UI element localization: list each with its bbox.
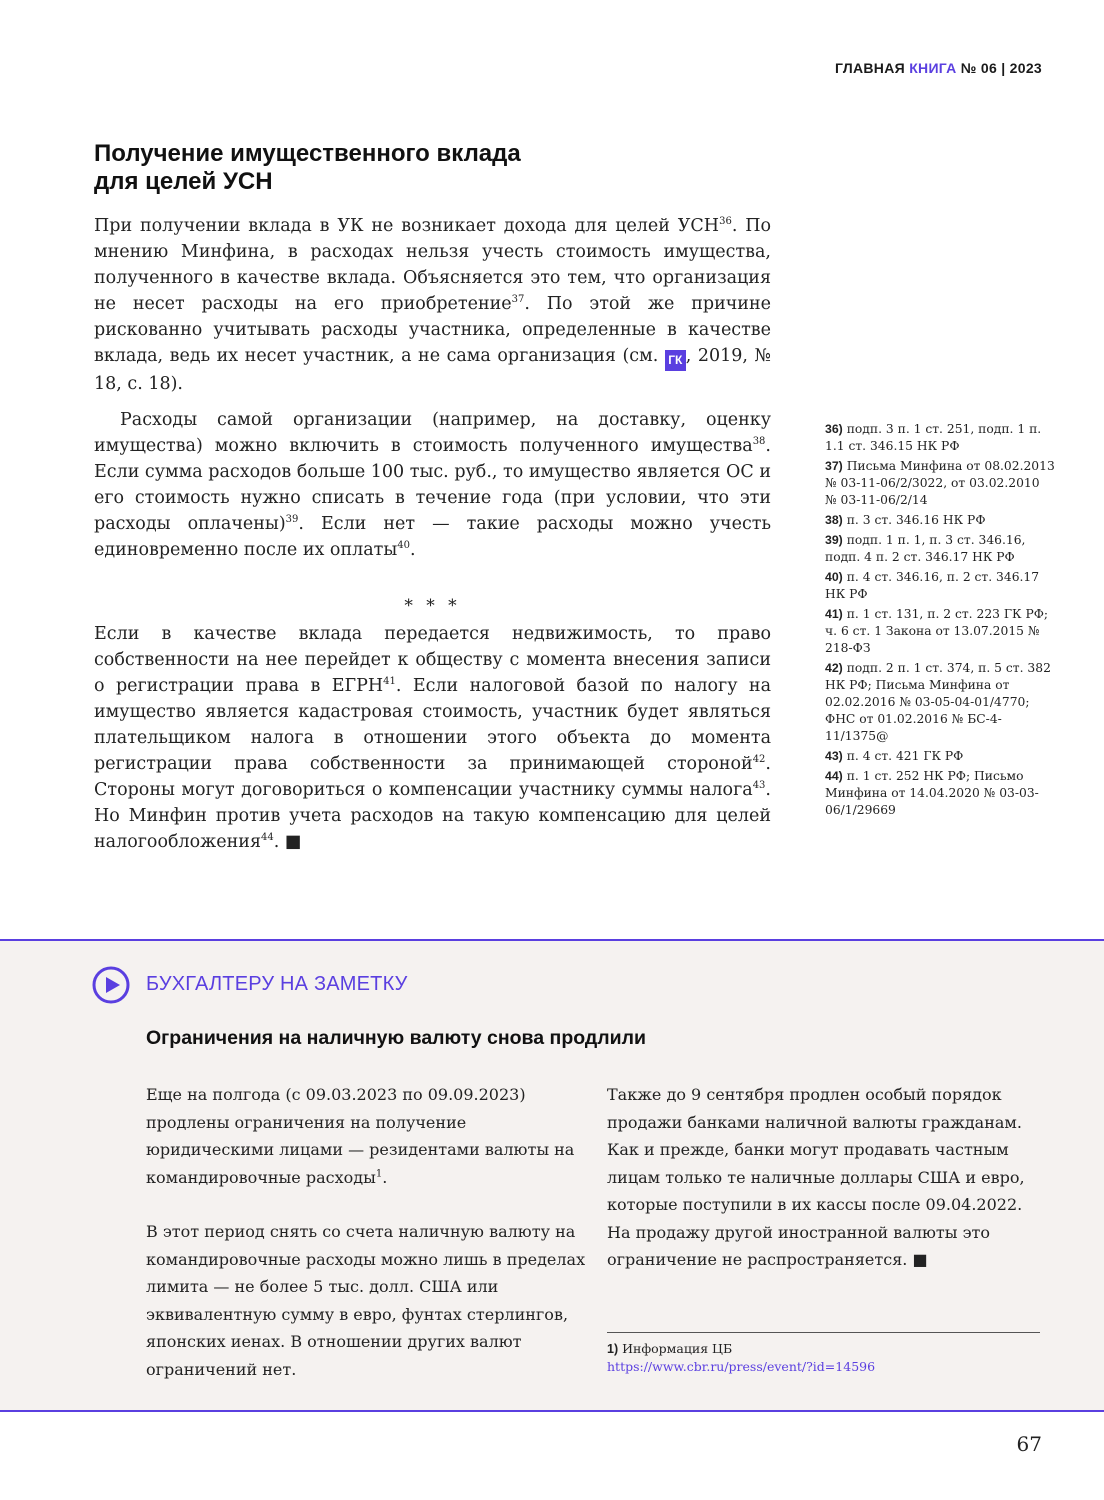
box-footnote-ref-1[interactable]: 1 [375,1168,383,1180]
footnote-ref-44[interactable]: 44 [261,832,274,844]
footnote-ref-39[interactable]: 39 [285,514,299,526]
footnote-44: 44) п. 1 ст. 252 НК РФ; Письмо Минфина от 14.04.2020 № 03-03-06/1/29669 [825,769,1039,817]
issue-number: № 06 | 2023 [960,60,1042,76]
section-separator: * * * [404,596,461,616]
play-circle-icon [92,966,130,1004]
footnotes-sidebar [825,421,1055,822]
article-paragraph-1: При получении вклада в УК не возникает дохода для целей УСН$^{36}$. По мнению Минфина, в расходах нельзя учесть стоимость имущества, полученного в качестве вклада. Объясняется это тем, что организация не несет расходы на его приобретение$^{37}$. По этой же причине рискованно учитывать расходы участника, определенные в качестве вклада, ведь их несет участник, а не сама организация (см. ГК , 2019, № 18, с. 18). [94,216,771,394]
box-column-1 [146,1081,586,1383]
article-title-line1: Получение имущественного вклада [94,140,521,167]
article-paragraph-2: Расходы самой организации (например, на доставку, оценку имущества) можно включить в стоимость полученного имущества$^{38}$. Если сумма расходов больше 100 тыс. руб., то имущество является ОС и его стоимость нужно списать в течение года (при условии, что эти расходы оплачены)$^{39}$. Если нет — такие расходы можно учесть единовременно после их оплаты$^{40}$. [94,410,771,560]
article-title-line2: для целей УСН [94,168,273,195]
magazine-name-accent: КНИГА [909,60,957,76]
box-paragraph-2: В этот период снять со счета наличную валюту на командировочные расходы можно лишь в пределах лимита — не более 5 тыс. долл. США или эквивалентную сумму в евро, фунтах стерлингов, японских иенах. В отношении других валют ограничений нет. [146,1222,586,1379]
footnote-42: 42) подп. 2 п. 1 ст. 374, п. 5 ст. 382 НК РФ; Письма Минфина от 02.02.2016 № 03-05-04-01/4770; ФНС от 01.02.2016 № БС-4-11/1375@ [825,661,1051,743]
cbr-link[interactable]: https://www.cbr.ru/press/event/?id=14596 [607,1359,876,1374]
box-rubric: БУХГАЛТЕРУ НА ЗАМЕТКУ [146,973,408,995]
box-title: Ограничения на наличную валюту снова продлили [146,1027,647,1049]
page-number: 67 [1016,1432,1042,1456]
footnote-40: 40) п. 4 ст. 346.16, п. 2 ст. 346.17 НК РФ [825,570,1040,601]
magazine-name: ГЛАВНАЯ [834,60,905,76]
footnote-39: 39) подп. 1 п. 1, п. 3 ст. 346.16, подп. 4 п. 2 ст. 346.17 НК РФ [825,533,1026,564]
article-paragraph-3: Если в качестве вклада передается недвижимость, то право собственности на нее перейдет к обществу с момента внесения записи о регистрации права в ЕГРН$^{41}$. Если налоговой базой по налогу на имущество является кадастровая стоимость, участник будет являться плательщиком налога в отношении этого объекта до момента регистрации права собственности за принимающей стороной$^{42}$. Стороны могут договориться о компенсации участнику суммы налога$^{43}$. Но Минфин против учета расходов на такую компенсацию для целей налогообложения$^{44}$. ■ [94,624,771,852]
footnote-43: 43) п. 4 ст. 421 ГК РФ [825,749,964,763]
box-footnote-divider [607,1332,1040,1333]
footnote-ref-37[interactable]: 37 [511,294,525,306]
footnote-ref-42[interactable]: 42 [752,754,766,766]
footnote-ref-36[interactable]: 36 [719,216,732,228]
footnote-ref-43[interactable]: 43 [752,780,766,792]
running-head [835,60,1042,76]
article-title [94,140,654,196]
box-paragraph-1: Еще на полгода (с 09.03.2023 по 09.09.2023) продлены ограничения на получение юридическими лицами — резидентами валюты на командировочные расходы$^1$. [146,1085,575,1187]
box-paragraph-3: Также до 9 сентября продлен особый порядок продажи банками наличной валюты гражданам. Как и прежде, банки могут продавать частным лицам только те наличные доллары США и евро, которые поступили в их кассы после 09.04.2022. На продажу другой иностранной валюты это ограничение не распространяется. ■ [607,1085,1025,1269]
footnote-36: 36) подп. 3 п. 1 ст. 251, подп. 1 п. 1.1 ст. 346.15 НК РФ [825,422,1042,453]
footnote-ref-38[interactable]: 38 [752,436,766,448]
footnote-37: 37) Письма Минфина от 08.02.2013 № 03-11-06/2/3022, от 03.02.2010 № 03-11-06/2/14 [825,459,1055,507]
footnote-ref-41[interactable]: 41 [383,676,396,688]
box-footnote: 1) Информация ЦБ https://www.cbr.ru/press/event/?id=14596 [607,1340,1040,1376]
footnote-41: 41) п. 1 ст. 131, п. 2 ст. 223 ГК РФ; ч. 6 ст. 1 Закона от 13.07.2015 № 218-ФЗ [825,607,1049,655]
gk-logo-icon[interactable]: ГК [665,350,686,371]
footnote-ref-40[interactable]: 40 [397,540,411,552]
footnote-38: 38) п. 3 ст. 346.16 НК РФ [825,513,986,527]
box-column-2 [607,1081,1047,1274]
